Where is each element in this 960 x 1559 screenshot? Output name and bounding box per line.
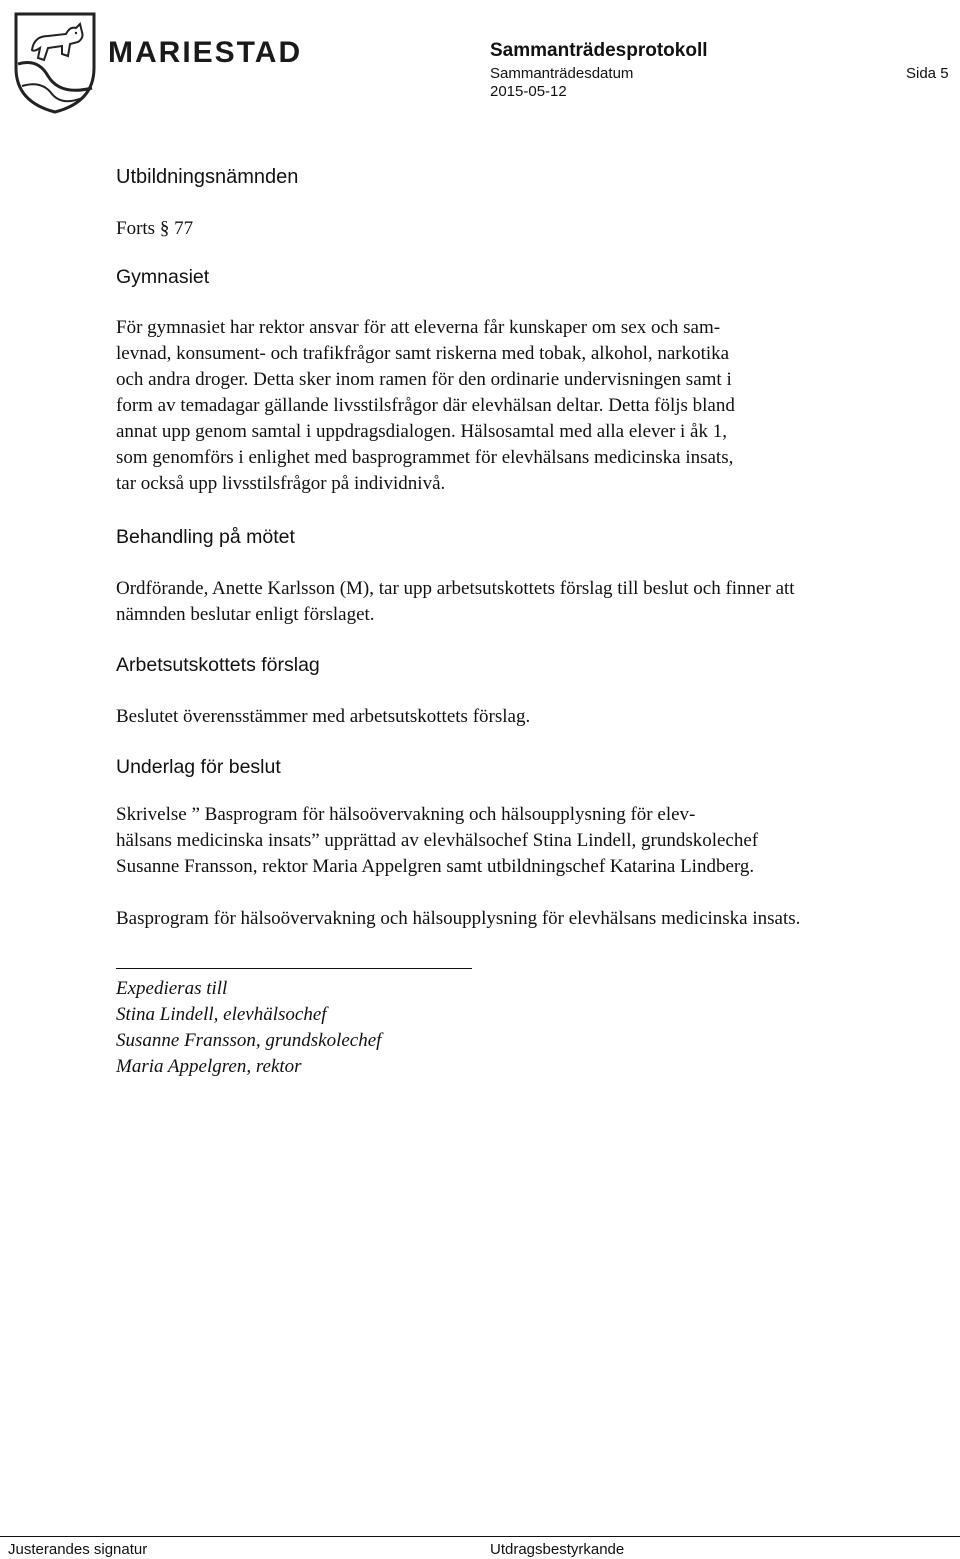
distribution-item: Stina Lindell, elevhälsochef (116, 1004, 327, 1025)
text-line: annat upp genom samtal i uppdragsdialogen. Hälsosamtal med alla elever i åk 1, (116, 421, 727, 442)
section-text-gymnasiet (116, 315, 735, 497)
section-text-behandling (116, 576, 795, 628)
distribution-heading: Expedieras till (116, 978, 228, 999)
distribution-list (116, 976, 381, 1080)
date-label: Sammanträdesdatum (490, 65, 634, 82)
text-line: nämnden beslutar enligt förslaget. (116, 604, 375, 625)
section-heading-behandling: Behandling på mötet (116, 526, 295, 548)
section-text-forslag: Beslutet överensstämmer med arbetsutskottets förslag. (116, 706, 531, 727)
committee-heading: Utbildningsnämnden (116, 166, 299, 188)
text-line: Skrivelse ” Basprogram för hälsoövervakning och hälsoupplysning för elev- (116, 804, 696, 825)
document-title: Sammanträdesprotokoll (490, 40, 708, 61)
mariestad-logo-icon (8, 6, 102, 116)
text-line: som genomförs i enlighet med basprogrammet för elevhälsans medicinska insats, (116, 447, 734, 468)
text-line: levnad, konsument- och trafikfrågor samt riskerna med tobak, alkohol, narkotika (116, 343, 730, 364)
text-line: Ordförande, Anette Karlsson (M), tar upp arbetsutskottets förslag till beslut och finner att (116, 578, 795, 599)
text-line: Susanne Fransson, rektor Maria Appelgren samt utbildningschef Katarina Lindberg. (116, 856, 755, 877)
section-text-underlag (116, 802, 758, 880)
distribution-item: Maria Appelgren, rektor (116, 1056, 302, 1077)
section-heading-underlag: Underlag för beslut (116, 756, 281, 778)
text-line: och andra droger. Detta sker inom ramen för den ordinarie undervisningen samt i (116, 369, 732, 390)
text-line: form av temadagar gällande livsstilsfrågor där elevhälsan deltar. Detta följs bland (116, 395, 735, 416)
text-line: hälsans medicinska insats” upprättad av elevhälsochef Stina Lindell, grundskolechef (116, 830, 759, 851)
meeting-date: 2015-05-12 (490, 83, 567, 100)
section-heading-gymnasiet: Gymnasiet (116, 266, 210, 288)
text-line: För gymnasiet har rektor ansvar för att eleverna får kunskaper om sex och sam- (116, 317, 721, 338)
section-heading-forslag: Arbetsutskottets förslag (116, 654, 320, 676)
brand-name: MARIESTAD (108, 36, 303, 69)
paragraph-reference: Forts § 77 (116, 218, 194, 239)
footer-signature-label: Justerandes signatur (8, 1541, 148, 1558)
divider (116, 968, 472, 969)
text-line: tar också upp livsstilsfrågor på individnivå. (116, 473, 446, 494)
section-text-underlag-extra: Basprogram för hälsoövervakning och hälsoupplysning för elevhälsans medicinska insats. (116, 908, 801, 929)
footer-certification-label: Utdragsbestyrkande (490, 1541, 625, 1558)
footer-divider (0, 1536, 960, 1537)
distribution-item: Susanne Fransson, grundskolechef (116, 1030, 382, 1051)
page-number: Sida 5 (906, 65, 949, 82)
